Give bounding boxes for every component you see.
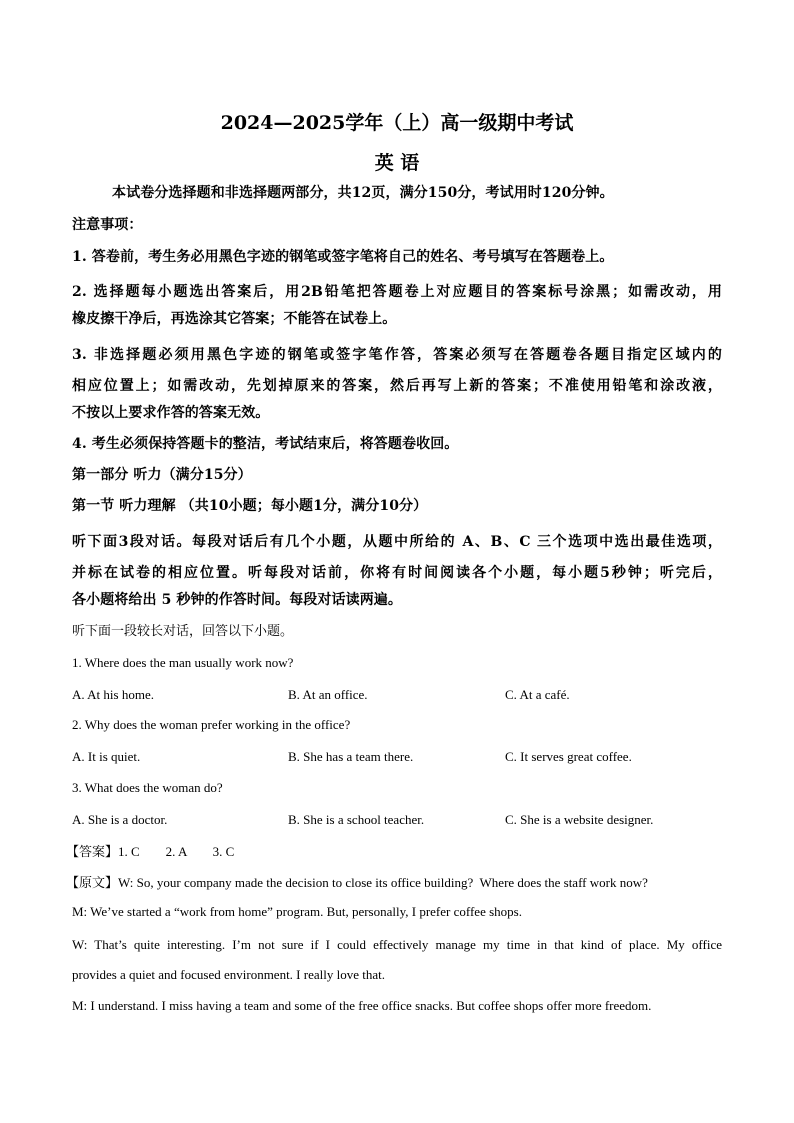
question-2-stem: 2. Why does the woman prefer working in the office? bbox=[72, 717, 351, 732]
question-1-option-a: A. At his home. bbox=[72, 687, 154, 702]
transcript-line-3b: provides a quiet and focused environment. I really love that. bbox=[72, 967, 385, 982]
answer-line bbox=[66, 843, 234, 859]
transcript-line-1 bbox=[66, 874, 648, 890]
question-1-option-b: B. At an office. bbox=[288, 687, 368, 702]
section-1-title: 第一节 听力理解 （共10小题；每小题1分，满分10分） bbox=[72, 498, 428, 514]
question-3-option-c: C. She is a website designer. bbox=[505, 812, 654, 827]
notice-heading: 注意事项： bbox=[72, 217, 143, 233]
transcript-line-4: M: I understand. I miss having a team and some of the free office snacks. But coffee shops offer more freedom. bbox=[72, 998, 652, 1013]
transcript-line-1-text: W: So, your company made the decision to close its office building? Where does the staff work now? bbox=[118, 875, 648, 890]
listening-instructions-line-1: 听下面3段对话。每段对话后有几个小题，从题中所给的 A、B、C 三个选项中选出最佳选项， bbox=[72, 534, 722, 550]
answer-values: 1. C 2. A 3. C bbox=[118, 844, 235, 859]
question-3-option-b: B. She is a school teacher. bbox=[288, 812, 425, 827]
notice-item-3-line-3: 不按以上要求作答的答案无效。 bbox=[72, 405, 270, 421]
listening-instructions-line-3: 各小题将给出 5 秒钟的作答时间。每段对话读两遍。 bbox=[72, 592, 402, 608]
notice-item-2-line-1: 2. 选择题每小题选出答案后，用2B铅笔把答题卷上对应题目的答案标号涂黑；如需改动，用 bbox=[72, 284, 722, 300]
dialogue-prompt: 听下面一段较长对话，回答以下小题。 bbox=[72, 624, 294, 639]
exam-intro: 本试卷分选择题和非选择题两部分，共12页，满分150分，考试用时120分钟。 bbox=[112, 185, 614, 201]
notice-item-1: 1. 答卷前，考生务必用黑色字迹的钢笔或签字笔将自己的姓名、考号填写在答题卷上。 bbox=[72, 249, 614, 265]
listening-instructions-line-2: 并标在试卷的相应位置。听每段对话前，你将有时间阅读各个小题，每小题5秒钟；听完后， bbox=[72, 565, 722, 581]
transcript-line-2: M: We’ve started a “work from home” program. But, personally, I prefer coffee shops. bbox=[72, 904, 522, 919]
question-1-stem: 1. Where does the man usually work now? bbox=[72, 655, 294, 670]
notice-item-4: 4. 考生必须保持答题卡的整洁，考试结束后，将答题卷收回。 bbox=[72, 436, 459, 452]
notice-item-3-line-2: 相应位置上；如需改动，先划掉原来的答案，然后再写上新的答案；不准使用铅笔和涂改液， bbox=[72, 378, 722, 394]
exam-title: 2024—2025学年（上）高一级期中考试 bbox=[220, 112, 574, 134]
question-1-option-c: C. At a café. bbox=[505, 687, 570, 702]
part-1-title: 第一部分 听力（满分15分） bbox=[72, 467, 252, 483]
transcript-line-3a: W: That’s quite interesting. I’m not sure if I could effectively manage my time in that kind of place. My office bbox=[72, 937, 722, 952]
question-3-stem: 3. What does the woman do? bbox=[72, 780, 223, 795]
notice-item-3-line-1: 3. 非选择题必须用黑色字迹的钢笔或签字笔作答，答案必须写在答题卷各题目指定区域内的 bbox=[72, 347, 722, 363]
answer-label: 【答案】 bbox=[66, 845, 119, 860]
subject-title: 英 语 bbox=[374, 152, 420, 174]
question-2-option-b: B. She has a team there. bbox=[288, 749, 414, 764]
question-2-option-a: A. It is quiet. bbox=[72, 749, 141, 764]
notice-item-2-line-2: 橡皮擦干净后，再选涂其它答案；不能答在试卷上。 bbox=[72, 311, 397, 327]
question-3-option-a: A. She is a doctor. bbox=[72, 812, 168, 827]
question-2-option-c: C. It serves great coffee. bbox=[505, 749, 632, 764]
transcript-label: 【原文】 bbox=[66, 876, 119, 891]
